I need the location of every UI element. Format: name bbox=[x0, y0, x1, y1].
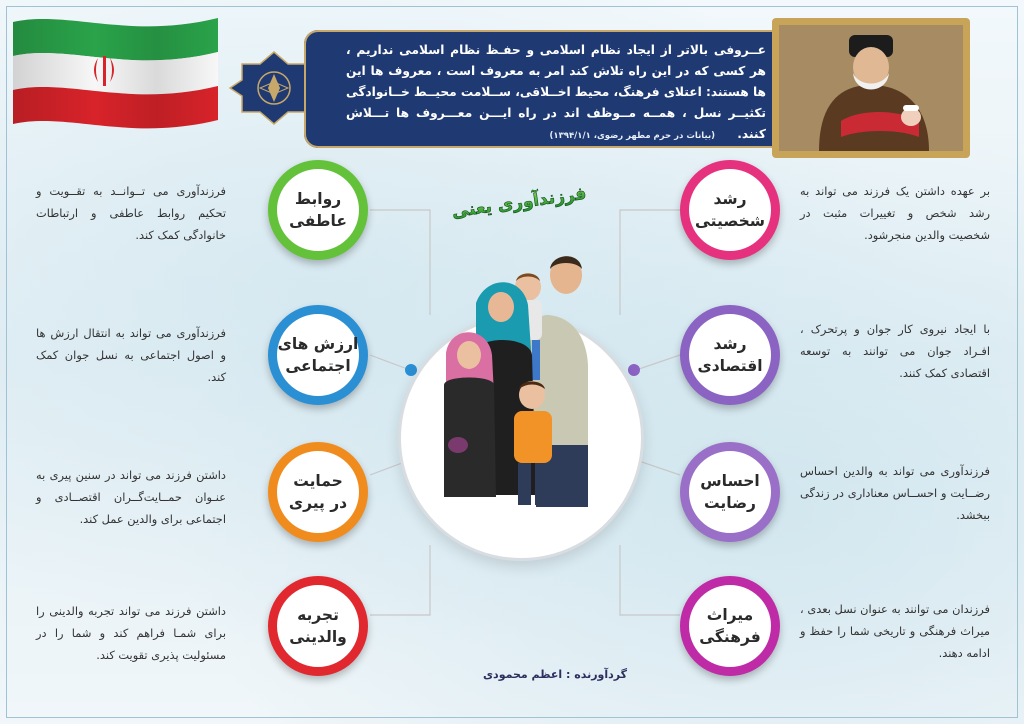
node-satisfaction bbox=[680, 442, 780, 542]
quote-text: عــروفی بالاتر از ایجاد نظام اسلامی و حفـظ نظام اسلامی نداریم ، هر کسی که در این راه تلاش کند امر به معروف است ، معروف ها این ها هستند: اعتلای فرهنگ، محیط اخــلاقی، ســلامت محیــط خــانوادگی تکثیــر نسل ، همــه مــوظف اند در راه ایـــن معـــروف ها تـــلاش کنند. bbox=[346, 43, 766, 141]
node-label: رشد شخصیتی bbox=[694, 190, 766, 230]
node-label: رشد اقتصادی bbox=[697, 335, 763, 375]
node-label: احساس رضایت bbox=[700, 472, 760, 512]
desc-emotional-relations: فرزندآوری می تــوانــد به تقــویت و تحکیم روابط عاطفی و ارتباطات خانوادگی کمک کند. bbox=[36, 184, 226, 242]
quote-source: (بیانات در حرم مطهر رضوی، ۱۳۹۴/۱/۱) bbox=[549, 131, 716, 141]
desc-economic-growth: با ایجاد نیروی کار جوان و پرتحرک ، افـراد جوان می توانند به توسعه اقتصادی کمک کنند. bbox=[800, 322, 990, 380]
node-label: تجربه والدینی bbox=[289, 606, 347, 646]
node-personal-growth bbox=[680, 160, 780, 260]
family-illustration-icon bbox=[436, 245, 616, 515]
node-cultural-heritage bbox=[680, 576, 780, 676]
connector-dot-purple bbox=[628, 364, 640, 376]
desc-old-age-support: داشتن فرزند می تواند در سنین پیری به عنـوان حمــایت‌گــران اقتصــادی و اجتماعی برای والدین عمل کند. bbox=[36, 468, 226, 526]
desc-cultural-heritage: فرزندان می توانند به عنوان نسل بعدی ، میراث فرهنگی و تاریخی شما را حفظ و ادامه دهند. bbox=[800, 602, 990, 660]
desc-social-values: فرزندآوری می تواند به انتقال ارزش ها و اصول اجتماعی به نسل جوان کمک کند. bbox=[36, 326, 226, 384]
node-label: حمایت در پیری bbox=[288, 472, 348, 512]
desc-parenting-experience: داشتن فرزند می تواند تجربه والدینی را برای شمـا فراهم کند و شما را در مسئولیت پذیری تقویت کند. bbox=[36, 604, 226, 662]
node-economic-growth bbox=[680, 305, 780, 405]
credit-text: گردآورنده : اعظم محمودی bbox=[482, 668, 628, 681]
desc-satisfaction: فرزندآوری می تواند به والدین احساس رضــایت و احســاس معناداری در زندگی ببخشد. bbox=[800, 464, 990, 522]
desc-personal-growth: بر عهده داشتن یک فرزند می تواند به رشد شخص و تغییرات مثبت در شخصیت والدین منجرشود. bbox=[800, 184, 990, 242]
node-old-age-support bbox=[268, 442, 368, 542]
node-label: میراث فرهنگی bbox=[699, 606, 761, 646]
node-parenting-experience bbox=[268, 576, 368, 676]
node-social-values bbox=[268, 305, 368, 405]
node-emotional-relations bbox=[268, 160, 368, 260]
title-text: فرزندآوری یعنی bbox=[450, 183, 588, 223]
node-label: روابط عاطفی bbox=[289, 190, 347, 230]
node-label: ارزش های اجتماعی bbox=[277, 335, 359, 375]
